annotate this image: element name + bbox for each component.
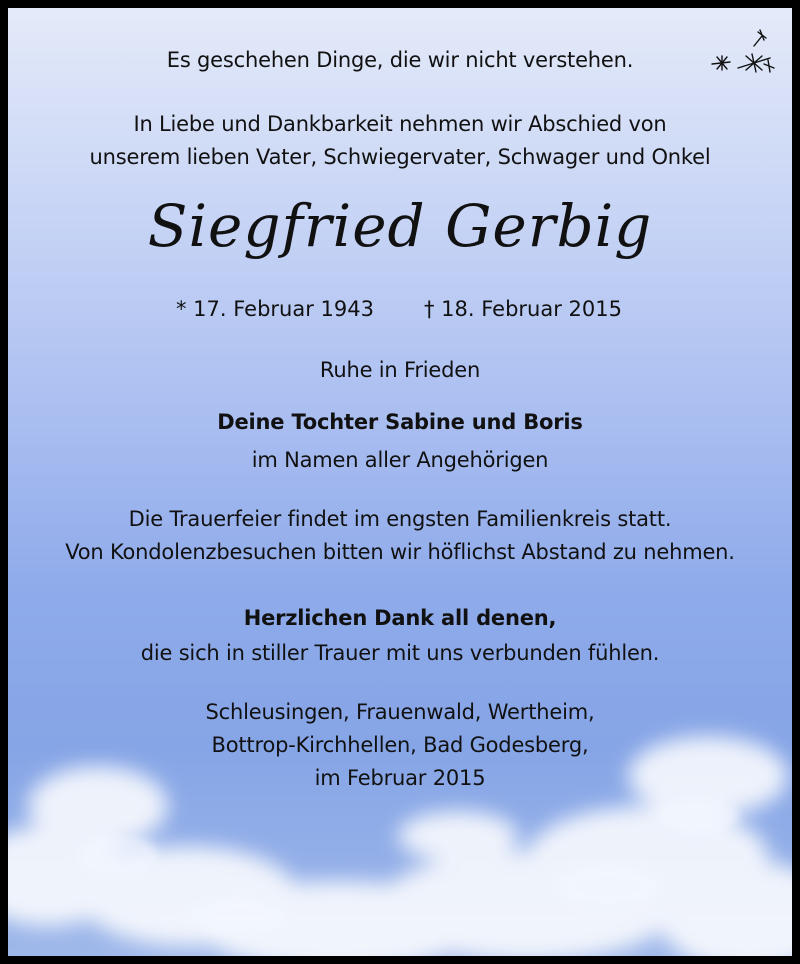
thanks-text: die sich in stiller Trauer mit uns verbunden fühlen. [140, 641, 660, 665]
birth-date: * 17. Februar 1943 [176, 297, 374, 321]
thanks-heading: Herzlichen Dank all denen, [243, 606, 557, 630]
intro-line-1: In Liebe und Dankbarkeit nehmen wir Abschied von [133, 112, 667, 136]
mourners-names: Deine Tochter Sabine und Boris [217, 410, 583, 434]
life-dates [8, 292, 792, 326]
places-line-2: Bottrop-Kirchhellen, Bad Godesberg, [211, 733, 589, 757]
farewell-text: Ruhe in Frieden [319, 358, 481, 382]
death-date: † 18. Februar 2015 [424, 297, 622, 321]
places-line-3: im Februar 2015 [314, 766, 486, 790]
funeral-info-line-1: Die Trauerfeier findet im engsten Familienkreis statt. [128, 507, 672, 531]
funeral-info-line-2: Von Kondolenzbesuchen bitten wir höflichst Abstand zu nehmen. [65, 540, 735, 564]
deceased-name: Siegfried Gerbig [147, 192, 653, 260]
intro-line-2: unserem lieben Vater, Schwiegervater, Schwager und Onkel [89, 145, 711, 169]
places-line-1: Schleusingen, Frauenwald, Wertheim, [205, 700, 595, 724]
mourners-note: im Namen aller Angehörigen [251, 448, 549, 472]
opening-line: Es geschehen Dinge, die wir nicht verstehen. [166, 48, 634, 72]
